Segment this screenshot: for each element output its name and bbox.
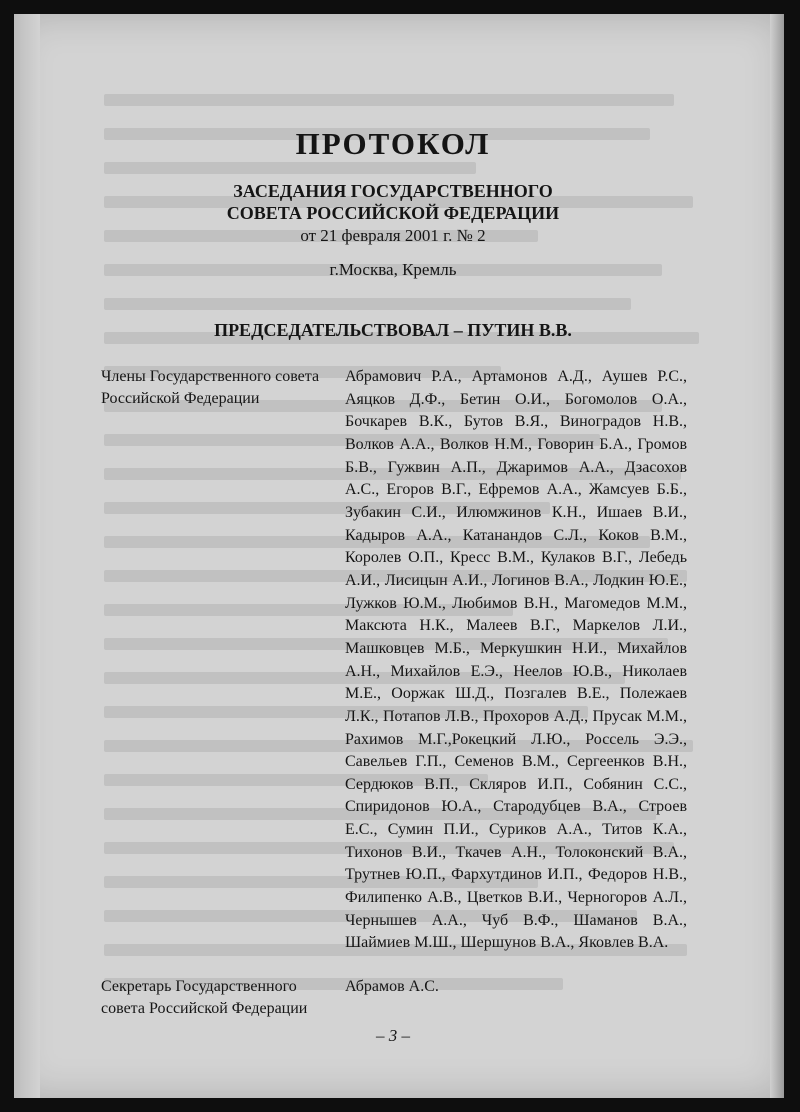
page-fold-shadow [14,14,40,1098]
members-list: Абрамович Р.А., Артамонов А.Д., Аушев Р.С., Аяцков Д.Ф., Бетин О.И., Богомолов О.А., Бочкарев В.К., Бутов В.Я., Виноградов Н.В., Волков А.А., Волков Н.М., Говорин Б.А., Громов Б.В., Гужвин А.П., Джаримов А.А., Дзасохов А.С., Егоров В.Г., Ефремов А.А., Жамсуев Б.Б., Зубакин С.И., Илюмжинов К.Н., Ишаев В.И., Кадыров А.А., Катанандов С.Л., Коков В.М., Королев О.П., Кресс В.М., Кулаков В.Г., Лебедь А.И., Лисицын А.И., Логинов В.А., Лодкин Ю.Е., Лужков Ю.М., Любимов В.Н., Магомедов М.М., Максюта Н.К., Малеев В.Г., Маркелов Л.И., Машковцев М.Б., Меркушкин Н.И., Михайлов А.Н., Михайлов Е.Э., Неелов Ю.В., Николаев М.Е., Ооржак Ш.Д., Позгалев В.Е., Полежаев Л.К., Потапов Л.В., Прохоров А.Д., Прусак М.М., Рахимов М.Г.,Рокецкий Л.Ю., Россель Э.Э., Савельев Г.П., Семенов В.М., Сергеенков В.Н., Сердюков В.П., Скляров И.П., Собянин С.С., Спиридонов Ю.А., Стародубцев В.А., Строев Е.С., Сумин П.И., Суриков А.А., Титов К.А., Тихонов В.И., Ткачев А.Н., Толоконский В.А., Трутнев Ю.П., Фархутдинов И.П., Федоров Н.В., Филипенко А.В., Цветков В.И., Черногоров А.Л., Чернышев А.А., Чуб В.Ф., Шаманов В.А., Шаймиев М.Ш., Шершунов В.А., Яковлев В.А. [345,368,687,952]
document-subtitle-line2: СОВЕТА РОССИЙСКОЙ ФЕДЕРАЦИИ [226,203,560,223]
secretary-label: Секретарь Государственного совета Российской Федерации [101,978,308,1017]
members-label: Члены Государственного совета Российской Федерации [101,368,320,407]
page-edge-shadow [770,14,784,1098]
page-number: – 3 – [376,1026,410,1045]
document-place: г.Москва, Кремль [329,260,457,279]
document-title: ПРОТОКОЛ [295,126,491,161]
chairman-heading: ПРЕДСЕДАТЕЛЬСТВОВАЛ – ПУТИН В.В. [214,320,572,340]
secretary-name: Абрамов А.С. [345,978,439,995]
document-subtitle-line1: ЗАСЕДАНИЯ ГОСУДАРСТВЕННОГО [233,181,553,201]
document-date: от 21 февраля 2001 г. № 2 [300,226,486,245]
